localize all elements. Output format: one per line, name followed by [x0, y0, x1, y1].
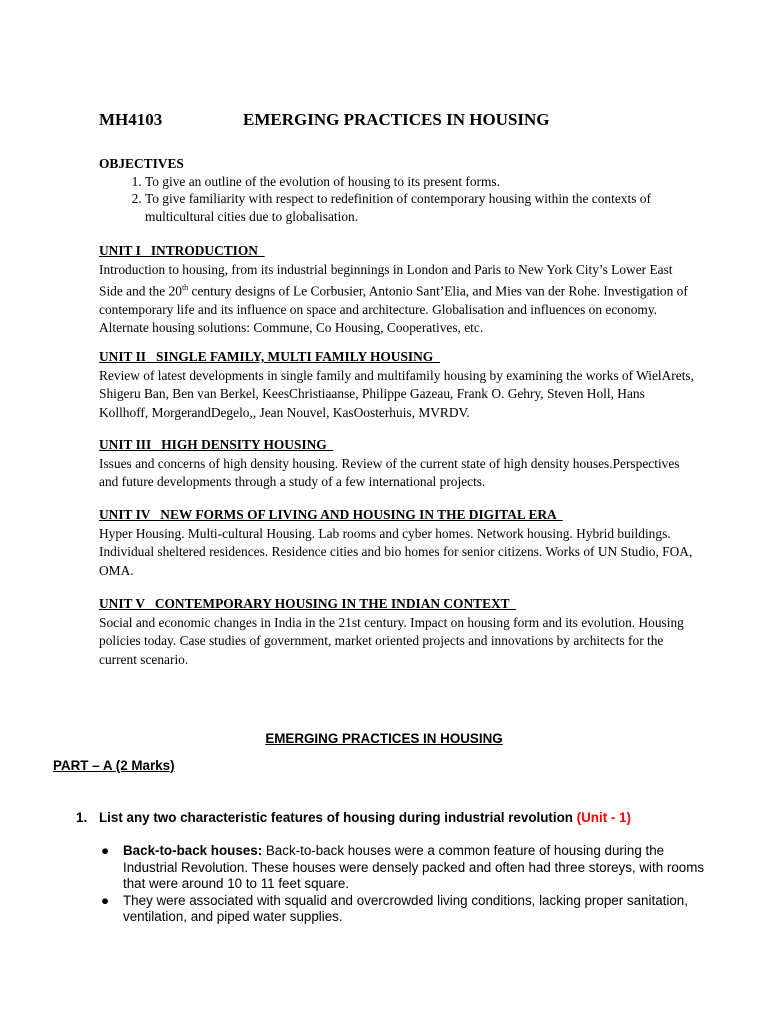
part-heading: PART – A (2 Marks): [53, 758, 175, 773]
answer-text: Back-to-back houses were a common feature of housing during the Industrial Revolution. These houses were densely packed and often had three storeys, with rooms that were around 10 to 11 feet square.: [123, 843, 705, 891]
unit-3-section: [99, 436, 695, 492]
unit-body: Review of latest developments in single family and multifamily housing by examining the works of WielArets, Shigeru Ban, Ben van Berkel, KeesChristiaanse, Philippe Gazeau, Frank O. Gehry, Steven Holl, Hans Kollhoff, MorgerandDegelo,, Jean Nouvel, KasOosterhuis, MVRDV.: [99, 367, 694, 420]
answer-item: [99, 843, 709, 893]
qa-title: EMERGING PRACTICES IN HOUSING: [265, 731, 503, 746]
objective-item: 1. To give an outline of the evolution of housing to its present forms.: [145, 173, 699, 191]
unit-heading: UNIT II SINGLE FAMILY, MULTI FAMILY HOUSING: [99, 349, 440, 364]
question-number: 1.: [76, 810, 88, 825]
objective-item: 2. To give familiarity with respect to redefinition of contemporary housing within the contexts of multicultural cities due to globalisation.: [145, 190, 699, 225]
unit-heading: UNIT I INTRODUCTION: [99, 243, 265, 258]
answer-list: [99, 843, 709, 926]
answer-item: [99, 893, 709, 926]
unit-2-section: [99, 348, 695, 422]
unit-heading: UNIT III HIGH DENSITY HOUSING: [99, 437, 334, 452]
answer-term: Back-to-back houses:: [123, 843, 263, 858]
unit-5-section: [99, 595, 695, 669]
unit-body: Introduction to housing, from its industrial beginnings in London and Paris to New York City’s Lower East Side and the 20th century designs of Le Corbusier, Antonio Sant’Elia, and Mies van der Rohe. Investigation of contemporary life and its influence on space and architecture. Globalisation and influences on economy. Alternate housing solutions: Commune, Co Housing, Cooperatives, etc.: [99, 261, 688, 336]
question-text: List any two characteristic features of housing during industrial revolution: [99, 810, 577, 825]
bullet-icon: ●: [101, 892, 110, 908]
question-1: [76, 810, 716, 825]
course-title: EMERGING PRACTICES IN HOUSING: [243, 110, 550, 129]
unit-1-section: [99, 242, 695, 338]
course-code: MH4103: [99, 110, 163, 129]
question-unit-tag: (Unit - 1): [576, 810, 631, 825]
unit-heading: UNIT IV NEW FORMS OF LIVING AND HOUSING IN THE DIGITAL ERA: [99, 507, 563, 522]
objectives-heading: OBJECTIVES: [99, 156, 184, 171]
unit-heading: UNIT V CONTEMPORARY HOUSING IN THE INDIAN CONTEXT: [99, 596, 517, 611]
objectives-section: [99, 155, 699, 225]
unit-body: Social and economic changes in India in the 21st century. Impact on housing form and its evolution. Housing policies today. Case studies of government, market oriented projects and innovations by architects for the current scenario.: [99, 614, 684, 667]
answer-text: They were associated with squalid and overcrowded living conditions, lacking proper sanitation, ventilation, and piped water supplies.: [123, 892, 688, 924]
bullet-icon: ●: [101, 843, 110, 858]
unit-4-section: [99, 506, 695, 580]
objectives-list: [99, 173, 699, 226]
unit-body: Hyper Housing. Multi-cultural Housing. Lab rooms and cyber homes. Network housing. Hybrid buildings. Individual sheltered residences. Residence cities and bio homes for senior citizens. Works of UN Studio, FOA, OMA.: [99, 525, 693, 578]
unit-body: Issues and concerns of high density housing. Review of the current state of high density houses.Perspectives and future developments through a study of a few international projects.: [99, 455, 680, 489]
